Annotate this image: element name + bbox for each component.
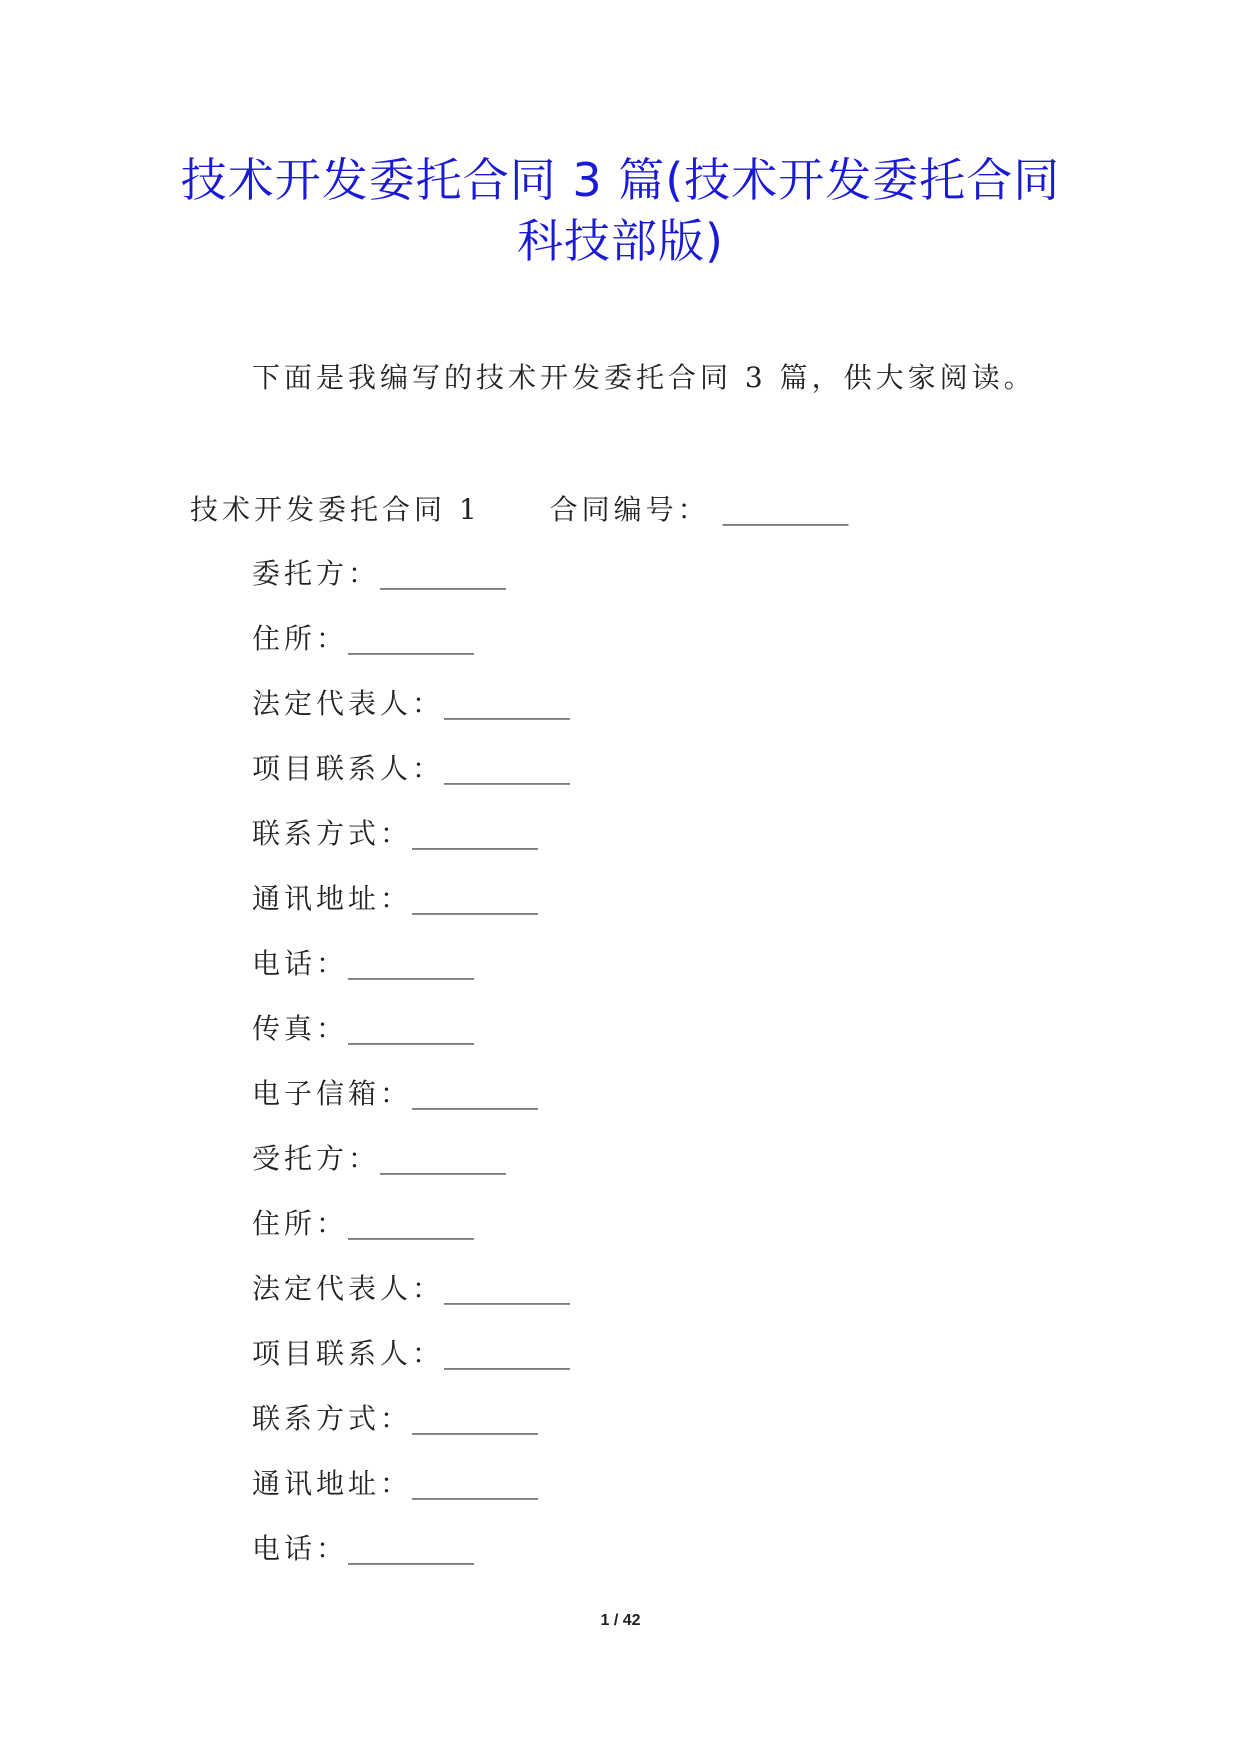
party-field-row: [252, 1334, 570, 1399]
party-field-blank: _________: [412, 1402, 539, 1435]
party-field-blank: _________: [444, 687, 571, 720]
party-field-blank: _________: [444, 1337, 571, 1370]
party-field-row: [252, 554, 570, 619]
party-field-blank: _________: [412, 1467, 539, 1500]
contract-number-label: 合同编号：: [549, 493, 710, 526]
party-field-blank: _________: [444, 752, 571, 785]
contract-heading: 技术开发委托合同 1: [190, 493, 481, 526]
page-number: 1 / 42: [600, 1612, 641, 1629]
party-field-label: 电子信箱：: [252, 1077, 413, 1110]
party-field-blank: _________: [412, 817, 539, 850]
party-field-row: [252, 1204, 570, 1269]
party-field-row: [252, 944, 570, 1009]
party-field-blank: _________: [348, 1012, 475, 1045]
contract-number-blank: _________: [722, 493, 849, 526]
party-field-row: [252, 814, 570, 879]
party-field-label: 受托方：: [252, 1142, 381, 1175]
party-field-label: 项目联系人：: [252, 1337, 445, 1370]
party-field-blank: _________: [348, 622, 475, 655]
party-field-row: [252, 1269, 570, 1334]
document-title-line-2: 科技部版): [517, 214, 724, 268]
party-field-blank: _________: [380, 1142, 507, 1175]
party-field-label: 传真：: [252, 1012, 349, 1045]
party-field-blank: _________: [348, 1207, 475, 1240]
party-field-row: [252, 1009, 570, 1074]
party-field-label: 联系方式：: [252, 1402, 413, 1435]
party-field-blank: _________: [444, 1272, 571, 1305]
party-field-row: [252, 1139, 570, 1204]
party-field-row: [252, 1529, 570, 1594]
party-field-row: [252, 684, 570, 749]
party-field-label: 住所：: [252, 622, 349, 655]
party-field-row: [252, 879, 570, 944]
party-field-label: 通讯地址：: [252, 1467, 413, 1500]
party-field-blank: _________: [348, 1532, 475, 1565]
party-field-label: 联系方式：: [252, 817, 413, 850]
intro-paragraph: 下面是我编写的技术开发委托合同 3 篇，供大家阅读。: [252, 361, 1036, 394]
party-field-blank: _________: [348, 947, 475, 980]
contract-number-group: [550, 493, 849, 526]
document-title: [150, 150, 1091, 272]
party-field-label: 住所：: [252, 1207, 349, 1240]
party-field-label: 电话：: [252, 1532, 349, 1565]
party-field-label: 委托方：: [252, 557, 381, 590]
party-field-blank: _________: [412, 882, 539, 915]
party-field-label: 法定代表人：: [252, 687, 445, 720]
party-field-row: [252, 619, 570, 684]
party-field-row: [252, 1399, 570, 1464]
party-field-label: 通讯地址：: [252, 882, 413, 915]
party-field-label: 电话：: [252, 947, 349, 980]
party-field-blank: _________: [412, 1077, 539, 1110]
party-field-label: 法定代表人：: [252, 1272, 445, 1305]
document-title-line-1: 技术开发委托合同 3 篇(技术开发委托合同: [180, 153, 1061, 207]
party-field-row: [252, 1074, 570, 1139]
party-field-list: [252, 554, 570, 1594]
party-field-blank: _________: [380, 557, 507, 590]
party-field-label: 项目联系人：: [252, 752, 445, 785]
party-field-row: [252, 749, 570, 814]
party-field-row: [252, 1464, 570, 1529]
contract-heading-row: [190, 490, 849, 530]
